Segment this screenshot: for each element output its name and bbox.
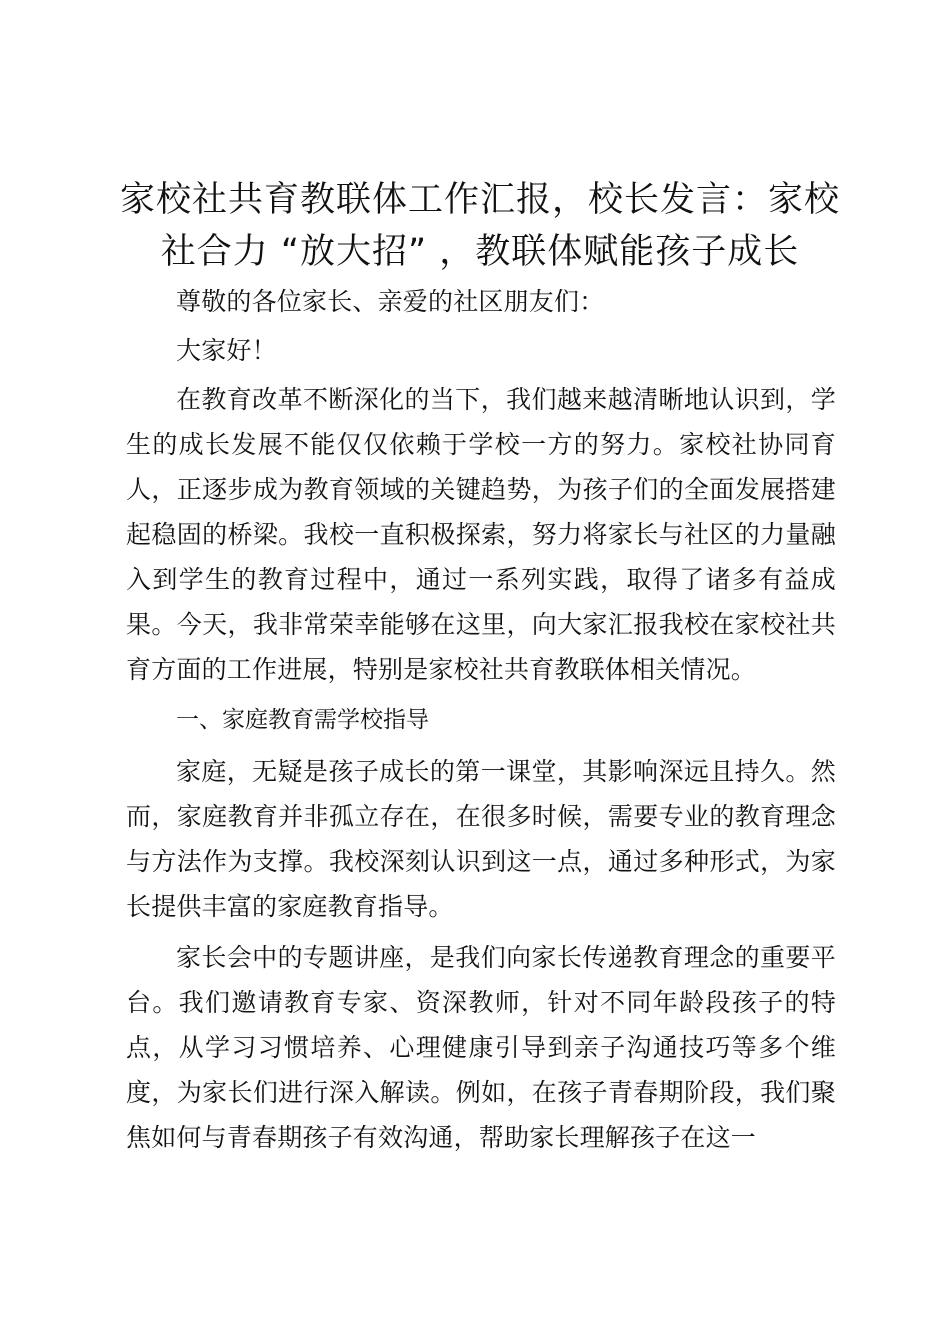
document-title: 家校社共育教联体工作汇报，校长发言：家校社合力 “放大招” ，教联体赋能孩子成长 <box>119 180 840 272</box>
section-paragraph-1: 家庭，无疑是孩子成长的第一课堂，其影响深远且持久。然而，家庭教育并非孤立存在，在很多时候，需要专业的教育理念与方法作为支撑。我校深刻认识到这一点，通过多种形式，为家长提供丰富的家庭教育指导。 <box>126 757 836 921</box>
hello-paragraph: 大家好！ <box>176 336 277 365</box>
section-paragraph-2: 家长会中的专题讲座，是我们向家长传递教育理念的重要平台。我们邀请教育专家、资深教师，针对不同年龄段孩子的特点，从学习习惯培养、心理健康引导到亲子沟通技巧等多个维度，为家长们进行深入解读。例如，在孩子青春期阶段，我们聚焦如何与青春期孩子有效沟通，帮助家长理解孩子在这一 <box>126 943 836 1152</box>
greeting-paragraph: 尊敬的各位家长、亲爱的社区朋友们： <box>176 287 605 316</box>
intro-paragraph: 在教育改革不断深化的当下，我们越来越清晰地认识到，学生的成长发展不能仅仅依赖于学校一方的努力。家校社协同育人，正逐步成为教育领域的关键趋势，为孩子们的全面发展搭建起稳固的桥梁。我校一直积极探索，努力将家长与社区的力量融入到学生的教育过程中，通过一系列实践，取得了诸多有益成果。今天，我非常荣幸能够在这里，向大家汇报我校在家校社共育方面的工作进展，特别是家校社共育教联体相关情况。 <box>126 385 836 684</box>
document-body <box>126 279 836 1166</box>
section-heading: 一、家庭教育需学校指导 <box>176 707 429 733</box>
